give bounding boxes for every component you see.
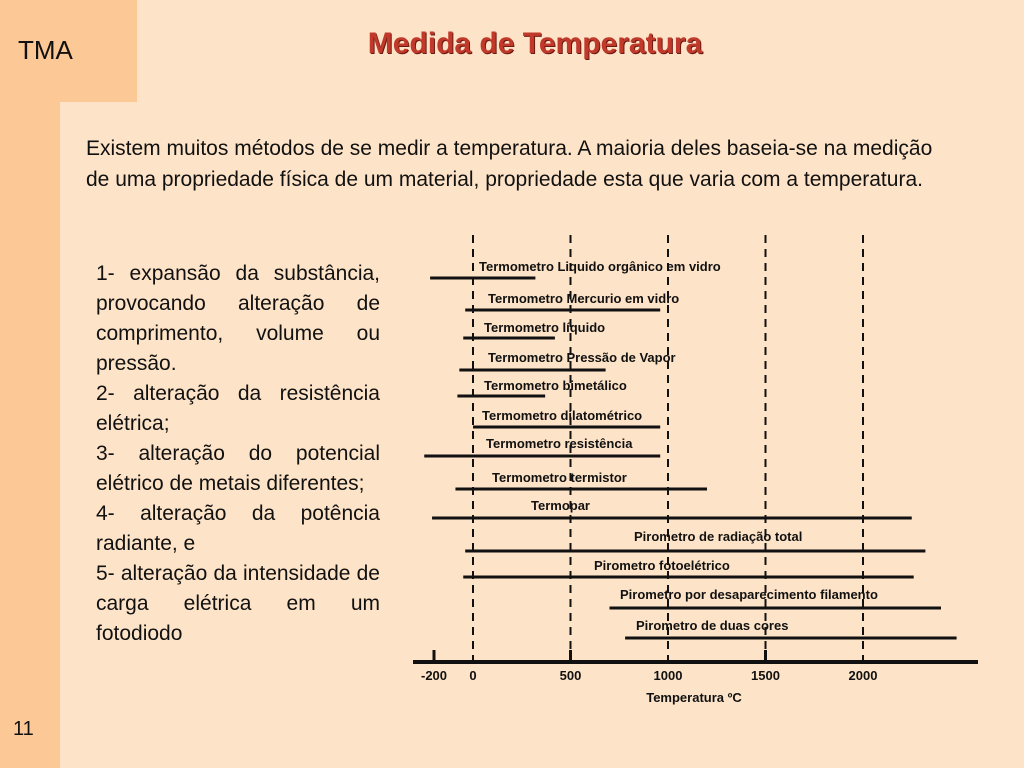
range-label: Termometro bimetálico bbox=[484, 378, 627, 393]
page-number: 11 bbox=[13, 718, 34, 740]
method-item-4: 4- alteração da potência radiante, e bbox=[96, 502, 380, 555]
intro-paragraph: Existem muitos métodos de se medir a temperatura. A maioria deles baseia-se na medição de uma propriedade física de um material, propriedade esta que varia com a temperatura. bbox=[86, 137, 933, 191]
x-tick-label: 1000 bbox=[653, 668, 683, 683]
range-label: Termometro termistor bbox=[492, 470, 627, 485]
range-label: Pirometro por desaparecimento filamento bbox=[620, 587, 878, 602]
range-label: Pirometro de radiação total bbox=[634, 529, 803, 544]
range-label: Termometro líquido bbox=[484, 320, 606, 335]
x-tick-label: 1500 bbox=[751, 668, 780, 683]
range-label: Pirometro fotoelétrico bbox=[594, 558, 730, 573]
method-item-1: 1- expansão da substância, provocando alteração de comprimento, volume ou pressão. bbox=[96, 262, 380, 375]
range-label: Termometro dilatométrico bbox=[482, 408, 643, 423]
range-label: Termometro Liquido orgânico em vidro bbox=[479, 259, 721, 274]
x-tick-label: 0 bbox=[469, 668, 477, 683]
range-label: Termometro Mercurio em vidro bbox=[488, 291, 680, 306]
range-label: Pirometro de duas cores bbox=[636, 618, 789, 633]
x-axis-label: Temperatura ºC bbox=[646, 690, 742, 705]
range-label: Termometro resistência bbox=[486, 436, 633, 451]
x-tick-label: 2000 bbox=[848, 668, 878, 683]
range-label: Termometro Pressão de Vapor bbox=[488, 350, 676, 365]
method-item-2: 2- alteração da resistência elétrica; bbox=[96, 382, 380, 435]
range-label: Termopar bbox=[531, 498, 590, 513]
x-tick-label: 500 bbox=[559, 668, 582, 683]
x-tick-label: -200 bbox=[420, 668, 448, 683]
method-item-3: 3- alteração do potencial elétrico de metais diferentes; bbox=[96, 442, 380, 495]
page-title: Medida de Temperatura bbox=[367, 27, 703, 60]
method-item-5: 5- alteração da intensidade de carga elétrica em um fotodiodo bbox=[96, 562, 380, 645]
header-tag: TMA bbox=[18, 35, 73, 65]
